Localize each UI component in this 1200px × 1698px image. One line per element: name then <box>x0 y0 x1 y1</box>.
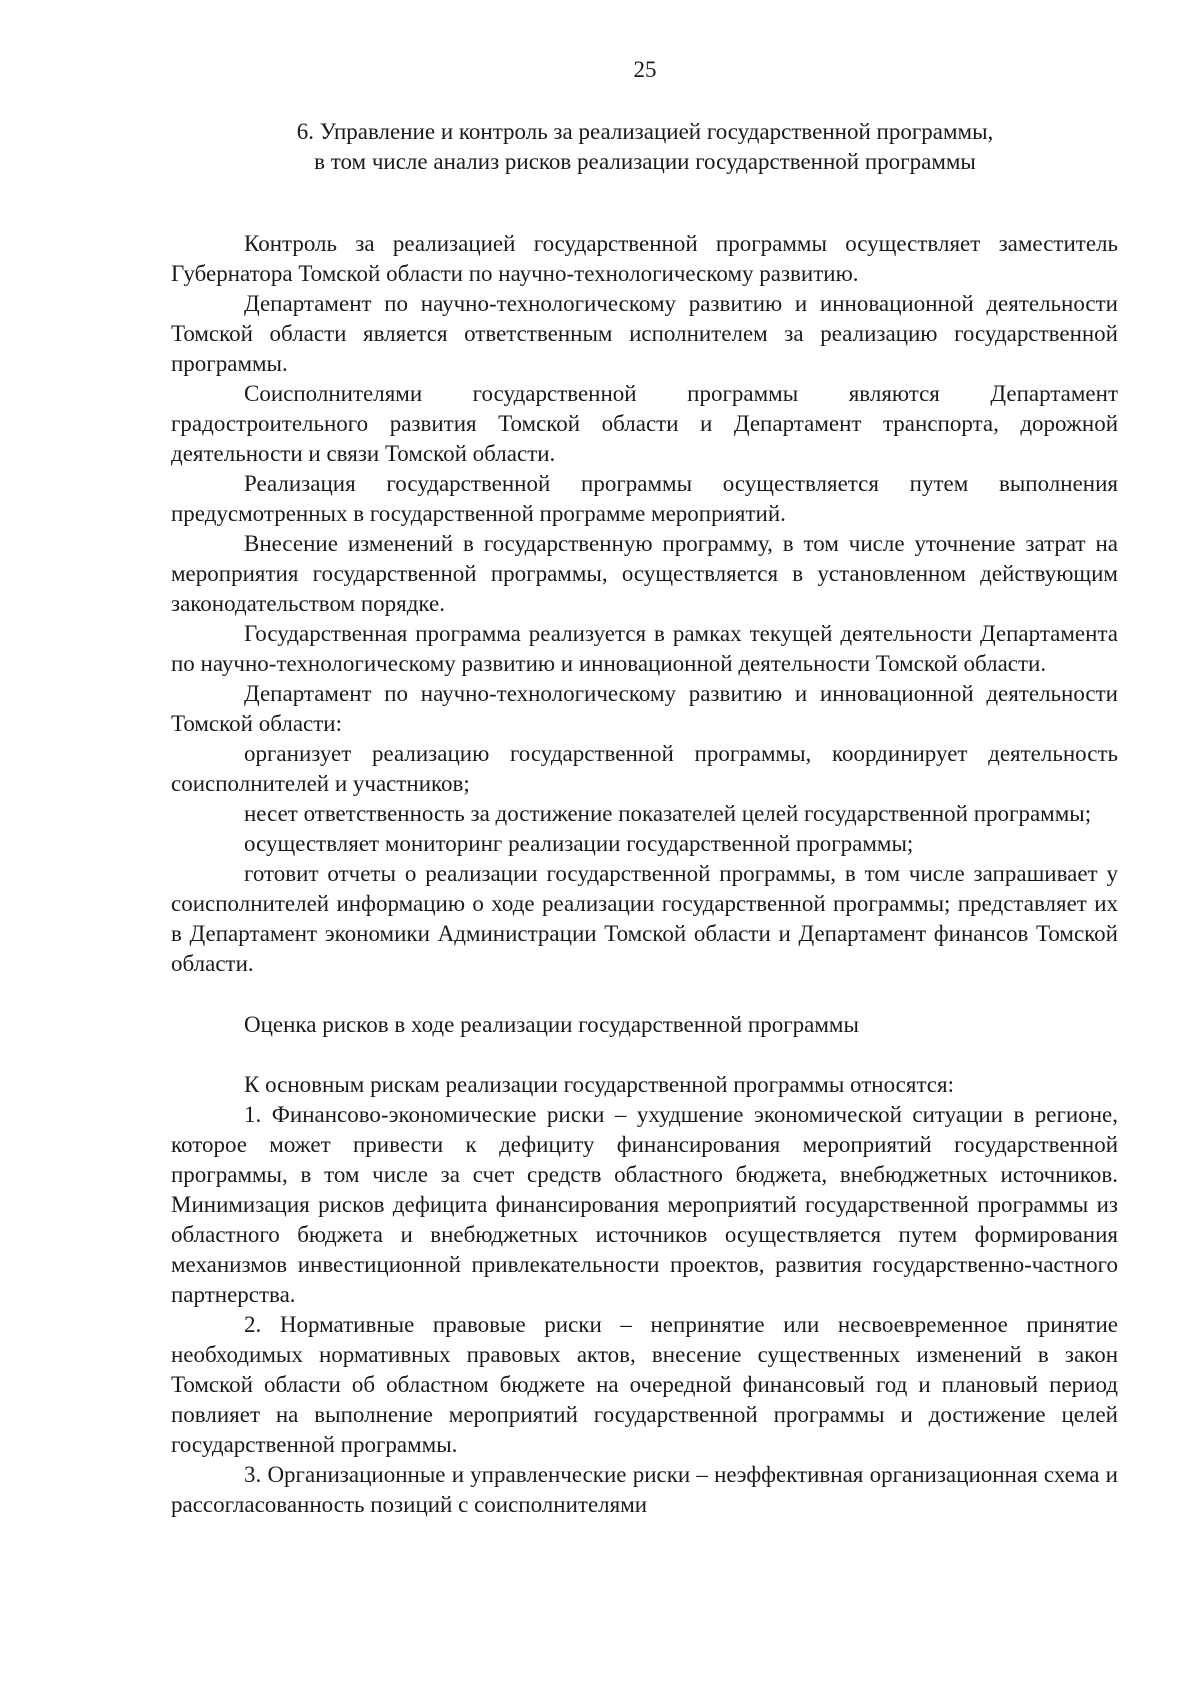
paragraph: Внесение изменений в государственную программу, в том числе уточнение затрат на мероприятия государственной программы, осуществляется в установленном действующим законодательством порядке. <box>171 531 1118 616</box>
risk-item: 2. Нормативные правовые риски – непринятие или несвоевременное принятие необходимых нормативных правовых актов, внесение существенных изменений в закон Томской области об областном бюджете на очередной финансовый год и плановый период повлияет на выполнение мероприятий государственной программы и достижение целей государственной программы. <box>171 1312 1118 1457</box>
paragraph: Департамент по научно-технологическому развитию и инновационной деятельности Томской области является ответственным исполнителем за реализацию государственной программы. <box>171 291 1118 376</box>
paragraph: Государственная программа реализуется в рамках текущей деятельности Департамента по научно-технологическому развитию и инновационной деятельности Томской области. <box>171 621 1118 676</box>
paragraph: Контроль за реализацией государственной программы осуществляет заместитель Губернатора Томской области по научно-технологическому развитию. <box>171 231 1118 286</box>
paragraph: Реализация государственной программы осуществляется путем выполнения предусмотренных в государственной программе мероприятий. <box>171 471 1118 526</box>
section-heading-line-1: 6. Управление и контроль за реализацией государственной программы, <box>296 119 994 144</box>
list-item: осуществляет мониторинг реализации государственной программы; <box>244 831 914 856</box>
page-number: 25 <box>633 57 657 82</box>
list-item: несет ответственность за достижение показателей целей государственной программы; <box>244 801 1092 826</box>
paragraph: Соисполнителями государственной программы являются Департамент градостроительного развития Томской области и Департамент транспорта, дорожной деятельности и связи Томской области. <box>171 381 1118 466</box>
list-item: организует реализацию государственной программы, координирует деятельность соисполнителей и участников; <box>171 741 1118 796</box>
paragraph: К основным рискам реализации государственной программы относятся: <box>244 1072 954 1097</box>
list-item: готовит отчеты о реализации государственной программы, в том числе запрашивает у соисполнителей информацию о ходе реализации государственной программы; представляет их в Департамент экономики Администрации Томской области и Департамент финансов Томской области. <box>171 861 1118 976</box>
section-heading <box>200 117 1090 177</box>
section-heading-line-2: в том числе анализ рисков реализации государственной программы <box>314 149 976 174</box>
paragraph: Департамент по научно-технологическому развитию и инновационной деятельности Томской области: <box>171 681 1118 736</box>
risk-subheading: Оценка рисков в ходе реализации государственной программы <box>244 1012 859 1037</box>
risk-item: 1. Финансово-экономические риски – ухудшение экономической ситуации в регионе, которое может привести к дефициту финансирования мероприятий государственной программы, в том числе за счет средств областного бюджета, внебюджетных источников. Минимизация рисков дефицита финансирования мероприятий государственной программы из областного бюджета и внебюджетных источников осуществляется путем формирования механизмов инвестиционной привлекательности проектов, развития государственно-частного партнерства. <box>171 1102 1118 1307</box>
risk-item: 3. Организационные и управленческие риски – неэффективная организационная схема и рассогласованность позиций с соисполнителями <box>171 1462 1118 1517</box>
body-text <box>171 229 1118 1520</box>
